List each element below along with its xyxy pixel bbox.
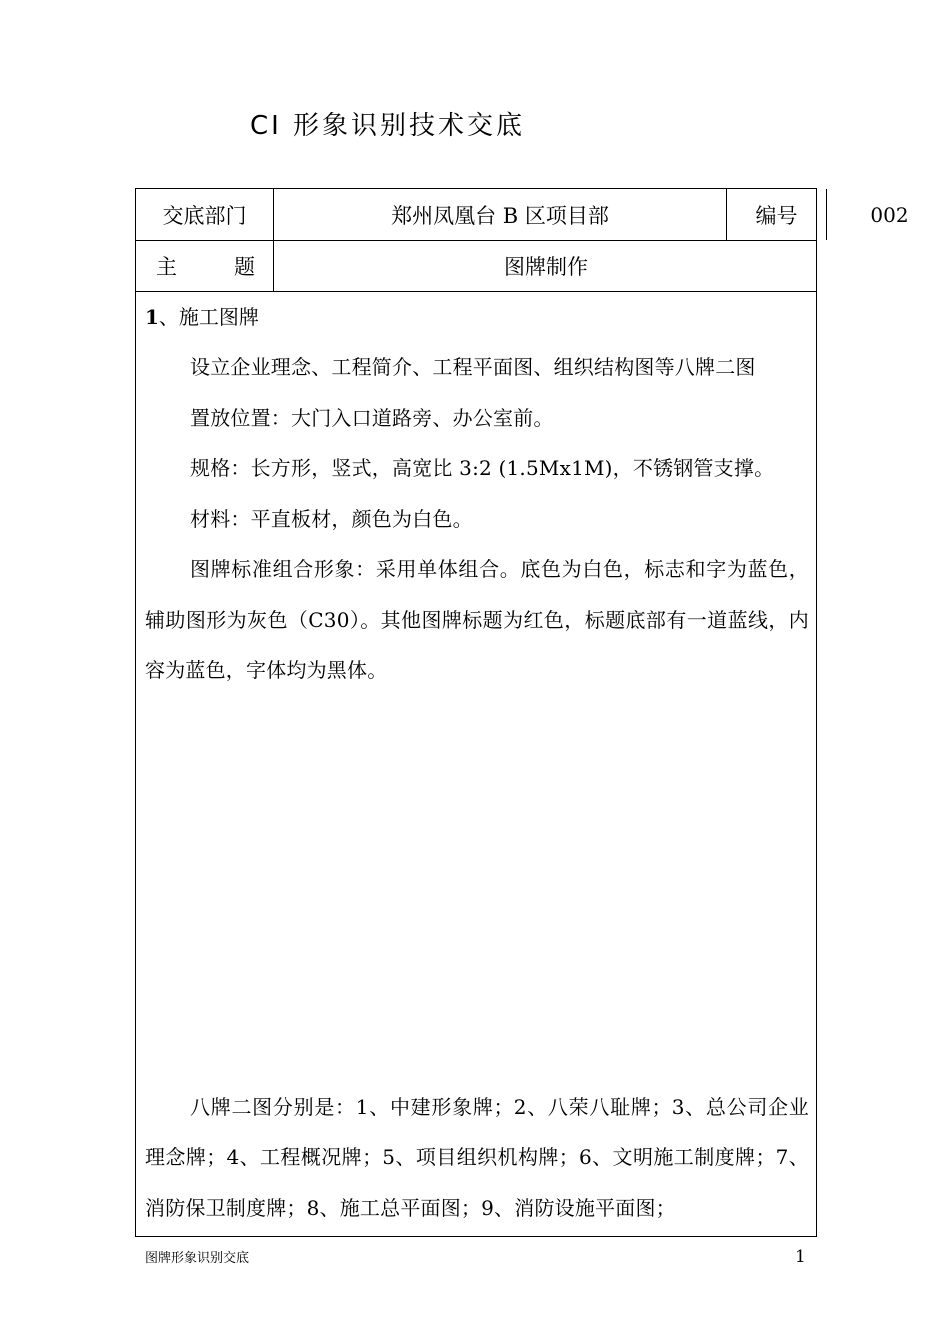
subject-label-char-2: 题	[234, 255, 255, 279]
list-paragraph: 八牌二图分别是：1、中建形象牌；2、八荣八耻牌；3、总公司企业理念牌；4、工程概况牌；5、项目组织机构牌；6、文明施工制度牌；7、消防保卫制度牌；8、施工总平面图；9、消防设施平面图；	[145, 1094, 809, 1220]
page-number: 1	[795, 1247, 806, 1267]
paragraph: 材料：平直板材，颜色为白色。	[190, 506, 473, 531]
paragraph: 规格：长方形，竖式，高宽比 3:2 (1.5Mx1M)，不锈钢管支撑。	[190, 456, 775, 480]
section-number: 1	[145, 305, 159, 329]
footer-document-name: 图牌形象识别交底	[145, 1251, 250, 1266]
header-row-department	[136, 189, 909, 241]
subject-label-char-1: 主	[156, 255, 177, 279]
blank-space	[145, 696, 809, 1082]
paragraph: 置放位置：大门入口道路旁、办公室前。	[190, 405, 554, 430]
document-title: CI 形象识别技术交底	[249, 111, 526, 141]
header-row-subject	[136, 241, 816, 292]
section-title: 、施工图牌	[158, 305, 259, 329]
disclosure-form	[135, 188, 909, 1237]
section-heading	[145, 292, 809, 342]
subject-label	[136, 241, 273, 291]
subject-value: 图牌制作	[273, 241, 818, 291]
number-value: 002	[826, 189, 950, 240]
dept-value: 郑州凤凰台 B 区项目部	[273, 189, 726, 240]
paragraph: 图牌标准组合形象：采用单体组合。底色为白色，标志和字为蓝色，辅助图形为灰色（C30）。其他图牌标题为红色，标题底部有一道蓝线，内容为蓝色，字体均为黑体。	[145, 557, 809, 682]
paragraph: 设立企业理念、工程简介、工程平面图、组织结构图等八牌二图	[190, 355, 756, 379]
content-body	[145, 292, 809, 1233]
dept-label: 交底部门	[162, 203, 247, 228]
number-label: 编号	[726, 189, 826, 240]
